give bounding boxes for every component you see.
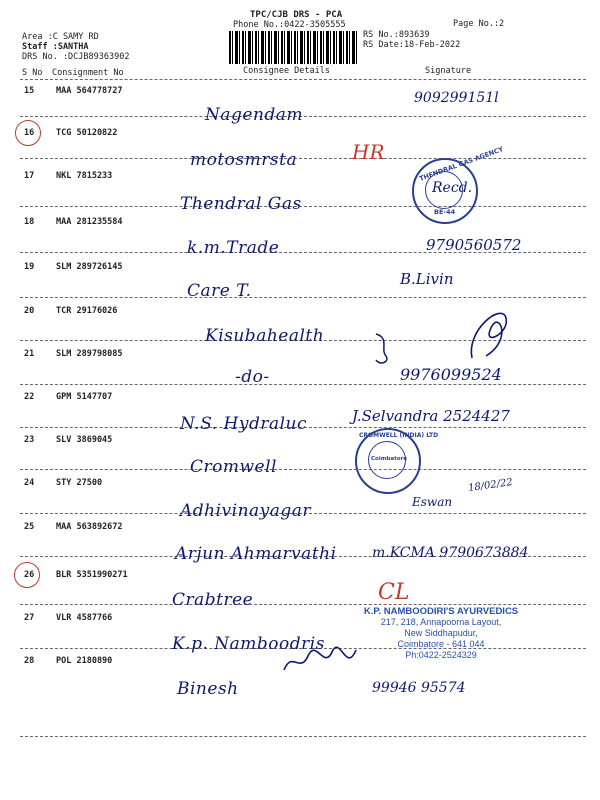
handwritten-signature: Recd.: [432, 180, 473, 196]
column-consignment: Consignment No: [52, 68, 124, 78]
red-circle-mark: [15, 120, 41, 146]
row-consignment: MAA 563892672: [56, 522, 123, 532]
row-sno: 26: [24, 570, 35, 580]
row-sno: 17: [24, 171, 35, 181]
column-signature: Signature: [425, 66, 472, 76]
row-consignment: NKL 7815233: [56, 171, 113, 181]
handwritten-consignee: K.p. Namboodris: [172, 634, 325, 654]
handwritten-signature: 9976099524: [400, 365, 502, 384]
column-sno: S No: [22, 68, 43, 78]
handwritten-consignee: Cromwell: [190, 457, 277, 477]
row-divider: [20, 158, 586, 159]
row-sno: 23: [24, 435, 35, 445]
row-consignment: BLR 5351990271: [56, 570, 128, 580]
red-pen-mark: CL: [378, 580, 410, 605]
handwritten-consignee: -do-: [235, 367, 270, 387]
red-circle-mark: [14, 562, 40, 588]
handwritten-consignee: Crabtree: [172, 590, 254, 610]
row-consignment: SLM 289726145: [56, 262, 123, 272]
row-divider: [20, 604, 586, 605]
sheet-title: TPC/CJB DRS - PCA: [250, 10, 343, 20]
row-sno: 15: [24, 86, 35, 96]
company-seal: THENDRAL GAS AGENCY BE-44: [412, 158, 478, 224]
row-consignment: SLV 3869045: [56, 435, 113, 445]
row-divider: [20, 297, 586, 298]
handwritten-signature: 99946 95574: [372, 680, 466, 696]
company-stamp: K.P. NAMBOODIRI'S AYURVEDICS 217, 218, Annapoorna Layout, New Siddhapudur, Coimbatore - 641 044 Ph:0422-2524329: [363, 606, 519, 660]
row-sno: 27: [24, 613, 35, 623]
handwritten-signature: J.Selvandra 2524427: [352, 407, 510, 425]
row-consignment: TCR 29176026: [56, 306, 118, 316]
row-sno: 22: [24, 392, 35, 402]
handwritten-consignee: Arjun Ahmarvathi: [175, 544, 337, 564]
row-divider: [20, 469, 586, 470]
row-sno: 28: [24, 656, 35, 666]
handwritten-consignee: N.S. Hydraluc: [180, 414, 308, 434]
row-consignment: MAA 281235584: [56, 217, 123, 227]
handwritten-date: 18/02/22: [467, 476, 514, 495]
scribble-signature: [280, 640, 360, 680]
handwritten-signature: B.Livin: [400, 270, 454, 288]
row-sno: 16: [24, 128, 35, 138]
row-sno: 21: [24, 349, 35, 359]
handwritten-signature: 9790560572: [426, 236, 522, 254]
red-pen-mark: HR: [352, 140, 385, 164]
phone-number: Phone No.:0422-3505555: [233, 20, 346, 30]
row-divider: [20, 736, 586, 737]
scribble-signature: [462, 300, 518, 366]
row-divider: [20, 206, 586, 207]
handwritten-consignee: Binesh: [177, 679, 239, 699]
handwritten-signature: m.KCMA 9790673884: [372, 545, 529, 561]
row-consignment: MAA 564778727: [56, 86, 123, 96]
handwritten-signature: 909299151l: [414, 90, 499, 106]
staff-label: Staff :SANTHA: [22, 42, 89, 52]
drs-number: DRS No. :DCJB89363902: [22, 52, 130, 62]
row-sno: 19: [24, 262, 35, 272]
row-consignment: POL 2180890: [56, 656, 113, 666]
row-sno: 20: [24, 306, 35, 316]
handwritten-signature: Eswan: [412, 495, 453, 509]
handwritten-consignee: Kisubahealth: [205, 326, 325, 346]
column-consignee: Consignee Details: [243, 66, 330, 76]
rs-date: RS Date:18-Feb-2022: [363, 40, 461, 50]
company-seal: CROMWELL (INDIA) LTD Coimbatore: [355, 428, 421, 494]
area-label: Area :C SAMY RD: [22, 32, 99, 42]
row-consignment: TCG 50120822: [56, 128, 118, 138]
scribble-signature: [370, 330, 400, 370]
row-consignment: STY 27500: [56, 478, 103, 488]
handwritten-consignee: Adhivinayagar: [180, 501, 312, 521]
handwritten-consignee: Care T.: [187, 281, 252, 301]
handwritten-consignee: Nagendam: [205, 105, 304, 125]
row-divider: [20, 384, 586, 385]
row-consignment: GPM 5147707: [56, 392, 113, 402]
row-consignment: VLR 4587766: [56, 613, 113, 623]
row-sno: 25: [24, 522, 35, 532]
rs-number: RS No.:893639: [363, 30, 430, 40]
row-sno: 24: [24, 478, 35, 488]
row-sno: 18: [24, 217, 35, 227]
page-number: Page No.:2: [453, 19, 505, 29]
row-consignment: SLM 289798085: [56, 349, 123, 359]
handwritten-consignee: motosmrsta: [190, 150, 298, 170]
header-divider: [20, 79, 586, 80]
barcode: [229, 31, 357, 64]
handwritten-consignee: k.m.Trade: [187, 238, 280, 258]
handwritten-consignee: Thendral Gas: [180, 194, 302, 214]
